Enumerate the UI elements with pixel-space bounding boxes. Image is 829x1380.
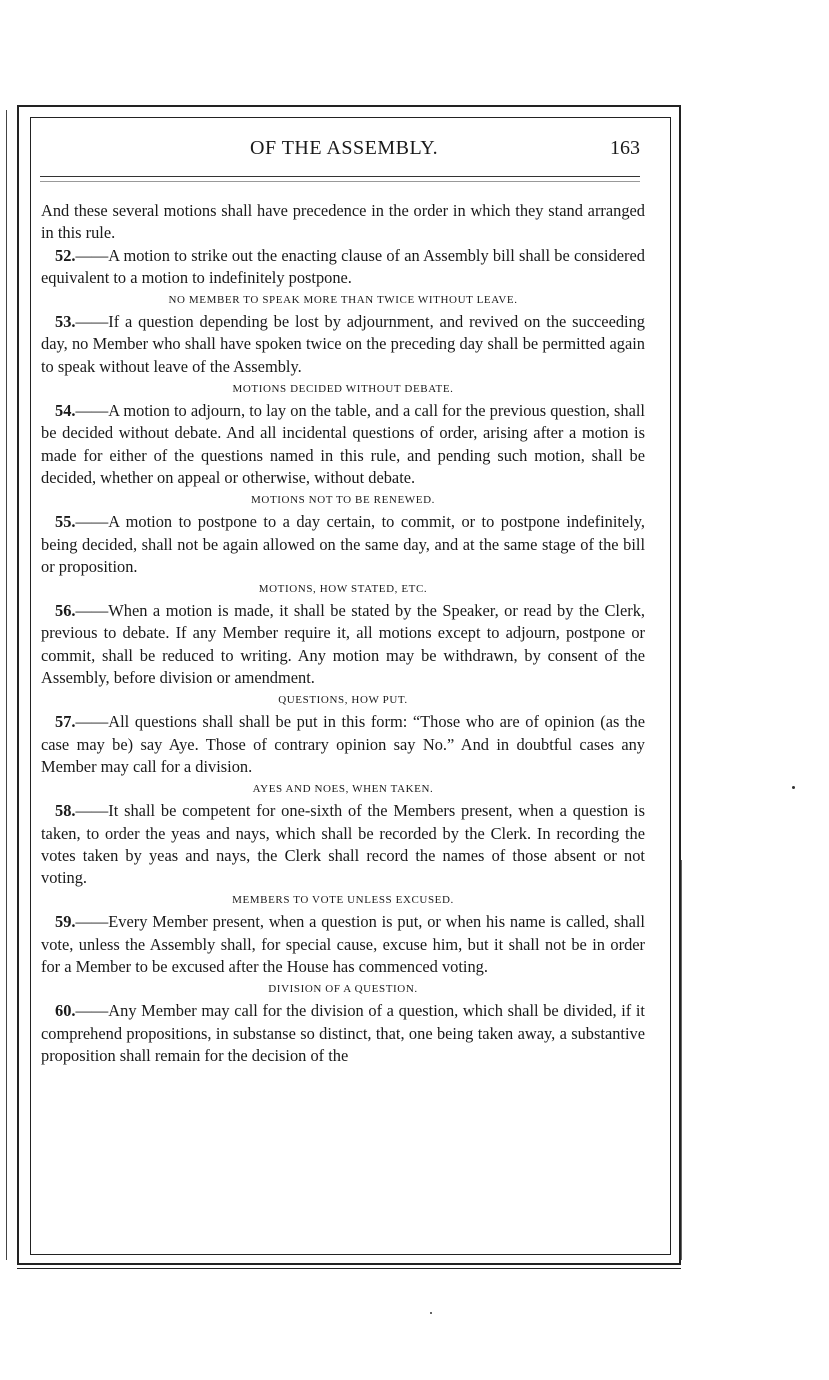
rule-57	[41, 711, 645, 778]
section-heading: MEMBERS TO VOTE UNLESS EXCUSED.	[232, 894, 454, 907]
rule-number: 57.	[55, 712, 76, 732]
right-margin-rule	[681, 860, 682, 1260]
section-heading: NO MEMBER TO SPEAK MORE THAN TWICE WITHOUT LEAVE.	[168, 294, 518, 307]
page-body	[41, 200, 645, 1067]
rule-number: 59.	[55, 912, 76, 932]
rule-54	[41, 400, 645, 489]
section-heading: QUESTIONS, HOW PUT.	[278, 694, 408, 707]
outer-bottom-rule	[17, 1268, 681, 1269]
rule-53	[41, 311, 645, 378]
rule-55	[41, 511, 645, 578]
rule-text: ——A motion to postpone to a day certain, to commit, or to postpone indefinitely, being decided, shall not be again allowed on the same day, and at the same stage of the bill or proposition.	[41, 512, 645, 576]
rule-text: ——It shall be competent for one-sixth of the Members present, when a question is taken, to order the yeas and nays, which shall be recorded by the Clerk. In recording the votes taken by yeas and nays, the Clerk shall record the names of those absent or not voting.	[41, 801, 645, 888]
rule-number: 56.	[55, 601, 76, 621]
rule-52	[41, 245, 645, 290]
header-rule	[40, 176, 640, 177]
rule-number: 60.	[55, 1001, 76, 1021]
section-heading: MOTIONS DECIDED WITHOUT DEBATE.	[232, 383, 454, 396]
running-head: OF THE ASSEMBLY.	[250, 137, 439, 159]
rule-58	[41, 800, 645, 889]
ink-speck	[430, 1312, 432, 1314]
rule-text: ——Any Member may call for the division of a question, which shall be divided, if it comprehend propositions, in substanse so distinct, that, one being taken away, a substantive proposition shall remain for the decision of the	[41, 1001, 645, 1065]
section-heading: AYES AND NOES, WHEN TAKEN.	[252, 783, 434, 796]
rule-56	[41, 600, 645, 689]
rule-number: 53.	[55, 312, 76, 332]
ink-speck	[792, 786, 795, 789]
rule-number: 52.	[55, 245, 76, 265]
rule-text: ——If a question depending be lost by adjournment, and revived on the succeeding day, no Member who shall have spoken twice on the preceding day shall be permitted again to speak without leave of the Assembly.	[41, 312, 645, 376]
section-heading: DIVISION OF A QUESTION.	[268, 983, 418, 996]
rule-59	[41, 911, 645, 978]
page-header	[40, 135, 640, 165]
section-heading: MOTIONS, HOW STATED, ETC.	[258, 583, 428, 596]
rule-text: ——When a motion is made, it shall be stated by the Speaker, or read by the Clerk, previous to debate. If any Member require it, all motions except to adjourn, postpone or commit, shall be reduced to writing. Any motion may be withdrawn, by consent of the Assembly, before division or amendment.	[41, 601, 645, 688]
section-heading: MOTIONS NOT TO BE RENEWED.	[251, 494, 435, 507]
rule-number: 58.	[55, 801, 76, 821]
rule-number: 54.	[55, 401, 76, 421]
rule-number: 55.	[55, 512, 76, 532]
rule-text: ——A motion to strike out the enacting clause of an Assembly bill shall be considered equivalent to a motion to indefinitely postpone.	[41, 245, 645, 287]
page-number: 163	[610, 137, 640, 159]
rule-60	[41, 1000, 645, 1067]
header-rule-thin	[40, 181, 640, 182]
rule-text: ——All questions shall shall be put in this form: “Those who are of opinion (as the case may be) say Aye. Those of contrary opinion say No.” And in doubtful cases any Member may call for a division.	[41, 712, 645, 776]
rule-text: ——Every Member present, when a question is put, or when his name is called, shall vote, unless the Assembly shall, for special cause, excuse him, but it shall not be in order for a Member to be excused after the House has commenced voting.	[41, 912, 645, 977]
rule-text: ——A motion to adjourn, to lay on the table, and a call for the previous question, shall be decided without debate. And all incidental questions of order, arising after a motion is made for either of the questions named in this rule, and pending such motion, shall be decided, whether on appeal or otherwise, without debate.	[41, 401, 645, 487]
paragraph-continuation: And these several motions shall have precedence in the order in which they stand arranged in this rule.	[41, 201, 645, 243]
left-margin-rule	[6, 110, 7, 1260]
